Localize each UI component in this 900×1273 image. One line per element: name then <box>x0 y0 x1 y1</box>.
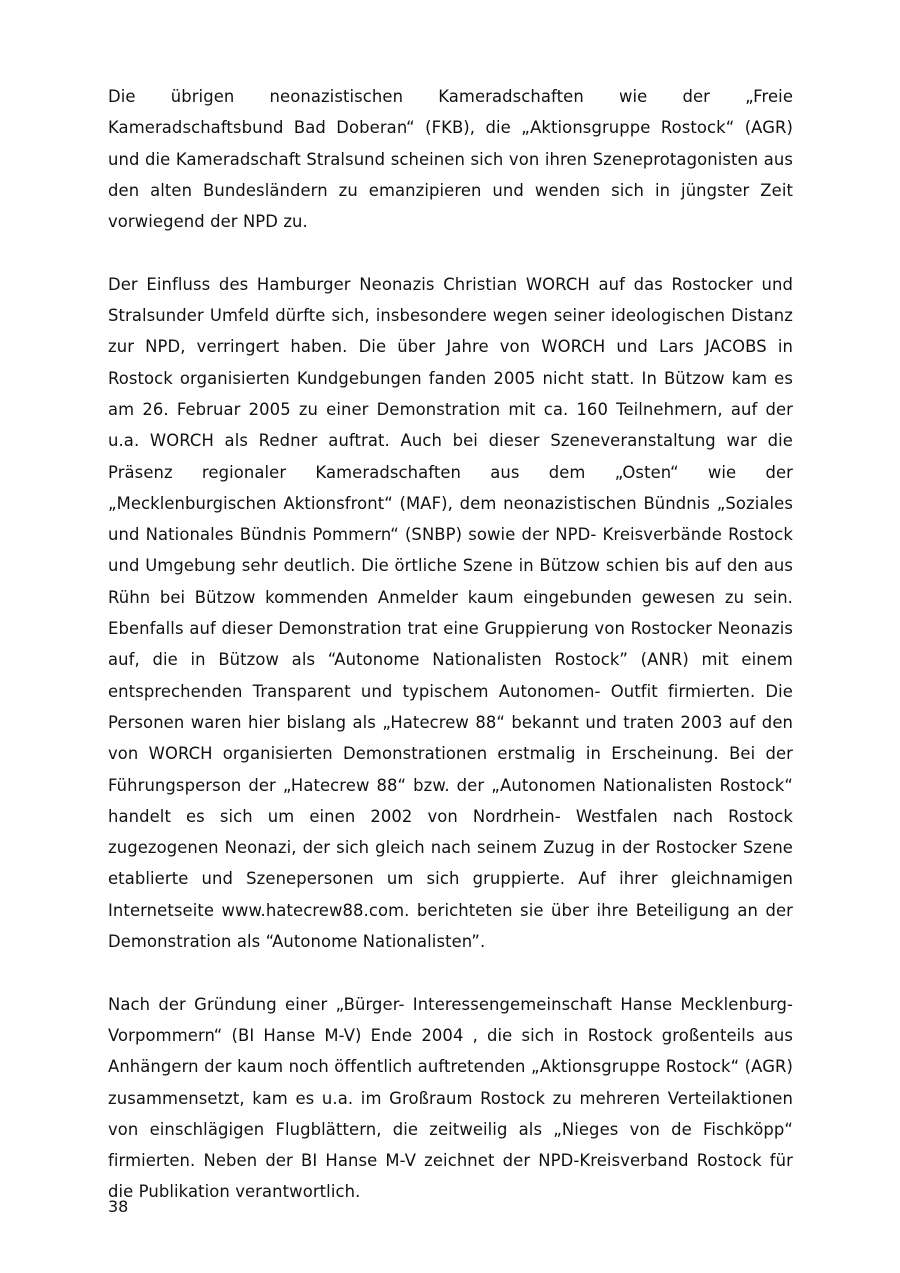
paragraph-kameradschaften: Die übrigen neonazistischen Kameradschaften wie der „Freie Kameradschaftsbund Bad Doberan“ (FKB), die „Aktionsgruppe Rostock“ (AGR) und die Kameradschaft Stralsund scheinen sich von ihren Szeneprotagonisten aus den alten Bundesländern zu emanzipieren und wenden sich in jüngster Zeit vorwiegend der NPD zu. <box>108 87 793 232</box>
document-body <box>108 81 793 1208</box>
paragraph-worch-einfluss: Der Einfluss des Hamburger Neonazis Christian WORCH auf das Rostocker und Stralsunder Umfeld dürfte sich, insbesondere wegen seiner ideologischen Distanz zur NPD, verringert haben. Die über Jahre von WORCH und Lars JACOBS in Rostock organisierten Kundgebungen fanden 2005 nicht statt. In Bützow kam es am 26. Februar 2005 zu einer Demonstration mit ca. 160 Teilnehmern, auf der u.a. WORCH als Redner auftrat. Auch bei dieser Szeneveranstaltung war die Präsenz regionaler Kameradschaften aus dem „Osten“ wie der „Mecklenburgischen Aktionsfront“ (MAF), dem neonazistischen Bündnis „Soziales und Nationales Bündnis Pommern“ (SNBP) sowie der NPD- Kreisverbände Rostock und Umgebung sehr deutlich. Die örtliche Szene in Bützow schien bis auf den aus Rühn bei Bützow kommenden Anmelder kaum eingebunden gewesen zu sein. Ebenfalls auf dieser Demonstration trat eine Gruppierung von Rostocker Neonazis auf, die in Bützow als “Autonome Nationalisten Rostock” (ANR) mit einem entsprechenden Transparent und typischem Autonomen- Outfit firmierten. Die Personen waren hier bislang als „Hatecrew 88“ bekannt und traten 2003 auf den von WORCH organisierten Demonstrationen erstmalig in Erscheinung. Bei der Führungsperson der „Hatecrew 88“ bzw. der „Autonomen Nationalisten Rostock“ handelt es sich um einen 2002 von Nordrhein- Westfalen nach Rostock zugezogenen Neonazi, der sich gleich nach seinem Zuzug in der Rostocker Szene etablierte und Szenepersonen um sich gruppierte. Auf ihrer gleichnamigen Internetseite www.hatecrew88.com. berichteten sie über ihre Beteiligung an der Demonstration als “Autonome Nationalisten”. <box>108 274 793 952</box>
page-number: 38 <box>108 1197 129 1216</box>
paragraph-bi-hanse: Nach der Gründung einer „Bürger- Interessengemeinschaft Hanse Mecklenburg-Vorpommern“ (BI Hanse M-V) Ende 2004 , die sich in Rostock großenteils aus Anhängern der kaum noch öffentlich auftretenden „Aktionsgruppe Rostock“ (AGR) zusammensetzt, kam es u.a. im Großraum Rostock zu mehreren Verteilaktionen von einschlägigen Flugblättern, die zeitweilig als „Nieges von de Fischköpp“ firmierten. Neben der BI Hanse M-V zeichnet der NPD-Kreisverband Rostock für die Publikation verantwortlich. <box>108 994 793 1202</box>
